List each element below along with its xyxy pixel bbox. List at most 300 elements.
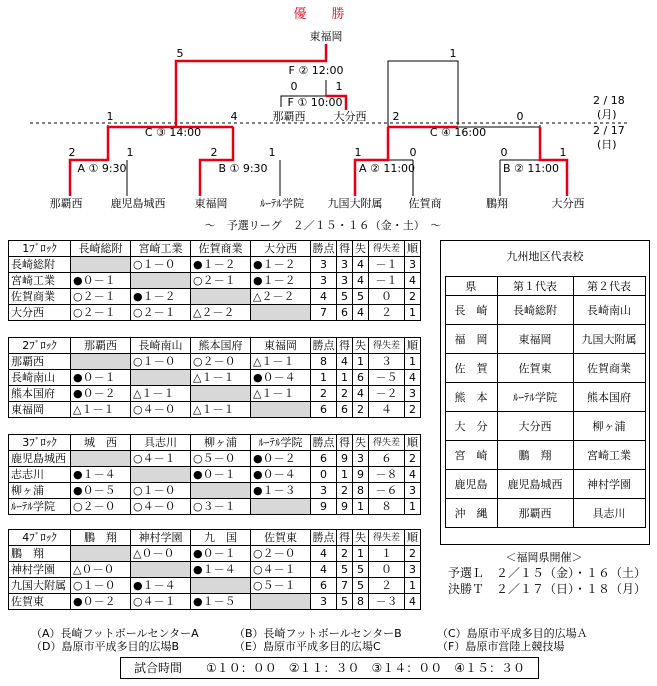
match-result: ○５－０ <box>191 451 251 467</box>
team-7: 鵬翔 <box>486 197 508 210</box>
stat-value: 2 <box>353 402 369 418</box>
rep-school: 九国大附属 <box>573 325 645 354</box>
column-team: 神村学園 <box>131 530 191 546</box>
qA1-score-left: 2 <box>68 146 76 159</box>
stat-value: 4 <box>353 273 369 289</box>
stat-value: １ <box>369 546 405 562</box>
stat-value: 5 <box>337 562 353 578</box>
column-team: 大分西 <box>251 241 311 257</box>
team-5: 九国大附属 <box>327 197 383 210</box>
qB1-label: B ① 9:30 <box>218 162 268 175</box>
stat-header: 順 <box>405 435 421 451</box>
match-result: ○１－０ <box>71 578 131 594</box>
stat-value: 6 <box>337 402 353 418</box>
row-team: 志志川 <box>9 467 71 483</box>
table-row <box>9 402 421 418</box>
column-team: ﾙｰﾃﾙ学院 <box>251 435 311 451</box>
league-block-2 <box>8 337 421 418</box>
stat-value: 4 <box>353 305 369 321</box>
sf2-score-right: 0 <box>516 110 524 123</box>
qA1-label: A ① 9:30 <box>77 162 127 175</box>
stat-value: ３ <box>369 354 405 370</box>
block-label: 1ﾌﾞﾛｯｸ <box>9 241 71 257</box>
rep-prefecture: 佐 賀 <box>445 354 497 383</box>
match-result: ○１－０ <box>131 483 191 499</box>
match-result: △１－１ <box>251 354 311 370</box>
stat-value: 4 <box>405 273 421 289</box>
row-team: ﾙｰﾃﾙ学院 <box>9 499 71 515</box>
stat-value: 2 <box>337 483 353 499</box>
column-team: 具志川 <box>131 435 191 451</box>
table-row <box>9 370 421 386</box>
stat-value: 3 <box>337 257 353 273</box>
stat-value: 2 <box>405 289 421 305</box>
match-result: ●１－４ <box>131 578 191 594</box>
stat-value: 2 <box>405 451 421 467</box>
stat-value: 6 <box>311 451 337 467</box>
table-row <box>9 273 421 289</box>
match-result: ●１－２ <box>251 257 311 273</box>
qB1-score-left: 2 <box>210 146 218 159</box>
stat-value: －１ <box>369 257 405 273</box>
match-result: △１－１ <box>191 402 251 418</box>
stat-value: 3 <box>405 562 421 578</box>
stat-value: 2 <box>337 546 353 562</box>
stat-value: －６ <box>369 483 405 499</box>
self-cell <box>131 562 191 578</box>
qA2-label: A ② 11:00 <box>358 162 416 175</box>
table-row <box>445 412 645 441</box>
league-title: ～ 予選リーグ ２／１５・１６（金・土） ～ <box>204 219 442 232</box>
table-row <box>445 296 645 325</box>
self-cell <box>191 386 251 402</box>
match-result: ●０－２ <box>251 451 311 467</box>
stat-value: 3 <box>337 273 353 289</box>
rep-school: 神村学園 <box>573 470 645 499</box>
table-row <box>9 451 421 467</box>
final-title: 優 勝 <box>293 7 351 22</box>
column-team: 九 国 <box>191 530 251 546</box>
match-result: ●０－４ <box>251 370 311 386</box>
row-team: 佐賀商業 <box>9 289 71 305</box>
rep-school: 宮崎工業 <box>573 441 645 470</box>
self-cell <box>131 467 191 483</box>
rep-prefecture: 沖 縄 <box>445 499 497 528</box>
block-label: 4ﾌﾞﾛｯｸ <box>9 530 71 546</box>
match-result: ○２－０ <box>71 499 131 515</box>
sf1-label: C ③ 14:00 <box>144 126 202 139</box>
self-cell <box>71 451 131 467</box>
table-row <box>9 594 421 610</box>
stat-value: －８ <box>369 467 405 483</box>
column-team: 那覇西 <box>71 338 131 354</box>
match-result: △１－１ <box>131 386 191 402</box>
match-result: ○２－０ <box>251 546 311 562</box>
qB2-score-left: 0 <box>500 146 508 159</box>
host-line-2: 決勝Ｔ ２／１７（日）・１８（月） <box>448 582 647 596</box>
table-row <box>9 289 421 305</box>
stat-value: 4 <box>405 467 421 483</box>
representatives-panel <box>440 240 650 545</box>
stat-value: －１ <box>369 273 405 289</box>
stat-value: 2 <box>337 386 353 402</box>
stat-header: 順 <box>405 338 421 354</box>
match-result: ●１－４ <box>71 467 131 483</box>
row-team: 那覇西 <box>9 354 71 370</box>
stat-value: 1 <box>405 578 421 594</box>
date-17: 2 / 17 <box>593 124 625 137</box>
venue-c: （C）島原市平成多目的広場Ａ <box>437 627 588 640</box>
stat-value: 1 <box>353 354 369 370</box>
match-times: 試合時間 ①１０：００ ②１１：３０ ③１４：００ ④１５：３０ <box>120 657 539 679</box>
rep-prefecture: 大 分 <box>445 412 497 441</box>
match-result: ○１－０ <box>131 354 191 370</box>
stat-value: ２ <box>369 578 405 594</box>
match-result: ●１－２ <box>191 257 251 273</box>
stat-header: 得失差 <box>369 241 405 257</box>
stat-value: －５ <box>369 370 405 386</box>
date-17-weekday: (日) <box>597 138 617 151</box>
match-result: ○２－１ <box>191 273 251 289</box>
stat-value: 2 <box>405 402 421 418</box>
stat-header: 勝点 <box>312 241 335 255</box>
stat-value: 3 <box>311 483 337 499</box>
rep-prefecture: 熊 本 <box>445 383 497 412</box>
row-team: 大分西 <box>9 305 71 321</box>
stat-value: 4 <box>405 594 421 610</box>
stat-value: 1 <box>353 499 369 515</box>
final-score-right: 1 <box>449 47 457 60</box>
match-result: ●１－３ <box>251 483 311 499</box>
rep-header: 第２代表 <box>573 277 645 296</box>
stat-value: 1 <box>405 499 421 515</box>
stat-header: 勝点 <box>312 338 335 352</box>
rep-prefecture: 福 岡 <box>445 325 497 354</box>
self-cell <box>251 499 311 515</box>
stat-value: ４ <box>369 402 405 418</box>
table-row <box>9 546 421 562</box>
match-result: ●０－２ <box>71 386 131 402</box>
block-label: 2ﾌﾞﾛｯｸ <box>9 338 71 354</box>
match-result: ●０－５ <box>71 483 131 499</box>
final-score-left: 5 <box>176 47 184 60</box>
match-result: ○４－１ <box>131 594 191 610</box>
stat-value: 1 <box>405 305 421 321</box>
match-result: ●０－１ <box>71 370 131 386</box>
table-row <box>9 483 421 499</box>
row-team: 佐賀東 <box>9 594 71 610</box>
match-result: ●０－１ <box>191 467 251 483</box>
third-place-left-team: 那覇西 <box>272 110 306 123</box>
block-label: 3ﾌﾞﾛｯｸ <box>9 435 71 451</box>
stat-value: 4 <box>405 370 421 386</box>
match-result: ●０－４ <box>251 467 311 483</box>
stat-header: 得 <box>337 241 353 257</box>
stat-value: 6 <box>311 578 337 594</box>
stat-header: 順 <box>405 530 421 546</box>
table-row <box>445 470 645 499</box>
rep-school: 柳ヶ浦 <box>573 412 645 441</box>
stat-value: 2 <box>311 386 337 402</box>
stat-value: 8 <box>353 594 369 610</box>
match-result: △１－１ <box>191 370 251 386</box>
league-block-4 <box>8 529 421 610</box>
match-result: ○５－１ <box>251 578 311 594</box>
venue-d: （D）島原市平成多目的広場B <box>31 640 180 653</box>
column-team: 熊本国府 <box>191 338 251 354</box>
host-line-1: 予選Ｌ ２／１５（金）・１６（土） <box>448 566 647 580</box>
stat-value: 4 <box>311 289 337 305</box>
match-result: ○４－１ <box>251 562 311 578</box>
match-result: ○４－０ <box>131 402 191 418</box>
representatives-table <box>445 276 646 528</box>
match-result: ○３－１ <box>191 499 251 515</box>
stat-header: 失 <box>353 241 369 257</box>
venue-e: （E）島原市平成多目的広場C <box>234 640 381 653</box>
host-title: ＜福岡県開催＞ <box>505 551 583 564</box>
rep-school: 東福岡 <box>497 325 573 354</box>
stat-value: 1 <box>337 370 353 386</box>
venue-b: （B）長崎フットボールセンターB <box>234 627 402 640</box>
stat-value: 8 <box>311 354 337 370</box>
third-score-left: 0 <box>290 80 298 93</box>
self-cell <box>251 594 311 610</box>
stat-header: 得失差 <box>369 435 405 451</box>
match-result: ●１－２ <box>251 273 311 289</box>
stat-header: 得 <box>337 435 353 451</box>
rep-school: 長崎総附 <box>497 296 573 325</box>
row-team: 宮崎工業 <box>9 273 71 289</box>
table-row <box>9 354 421 370</box>
table-row <box>445 441 645 470</box>
stat-value: 9 <box>311 499 337 515</box>
row-team: 熊本国府 <box>9 386 71 402</box>
stat-value: ６ <box>369 451 405 467</box>
rep-school: 鹿児島城西 <box>497 470 573 499</box>
table-row <box>445 383 645 412</box>
third-score-right: 1 <box>335 80 343 93</box>
table-row <box>9 499 421 515</box>
rep-school: 具志川 <box>573 499 645 528</box>
row-team: 東福岡 <box>9 402 71 418</box>
rep-school: 那覇西 <box>497 499 573 528</box>
final-label: F ② 12:00 <box>288 64 344 77</box>
rep-prefecture: 長 崎 <box>445 296 497 325</box>
stat-value: 6 <box>353 370 369 386</box>
stat-value: 6 <box>337 305 353 321</box>
table-row <box>445 354 645 383</box>
representatives-title: 九州地区代表校 <box>506 250 584 263</box>
table-row <box>9 386 421 402</box>
column-team: 東福岡 <box>251 338 311 354</box>
date-18: 2 / 18 <box>593 94 625 107</box>
venue-a: （A）長崎フットボールセンターA <box>31 627 199 640</box>
stat-header: 勝点 <box>312 530 335 544</box>
rep-header: 県 <box>445 277 497 296</box>
match-result: ○２－１ <box>131 305 191 321</box>
self-cell <box>191 578 251 594</box>
self-cell <box>251 402 311 418</box>
stat-value: 5 <box>353 289 369 305</box>
table-row <box>445 325 645 354</box>
row-team: 鵬 翔 <box>9 546 71 562</box>
stat-value: 5 <box>337 289 353 305</box>
self-cell <box>131 370 191 386</box>
team-6: 佐賀商 <box>408 197 442 210</box>
rep-school: 大分西 <box>497 412 573 441</box>
sf1-score-right: 4 <box>230 110 238 123</box>
row-team: 長崎南山 <box>9 370 71 386</box>
rep-school: 佐賀東 <box>497 354 573 383</box>
rep-school: 長崎南山 <box>573 296 645 325</box>
column-team: 佐賀東 <box>251 530 311 546</box>
stat-value: 7 <box>337 578 353 594</box>
match-result: ●１－４ <box>191 562 251 578</box>
qA2-score-right: 0 <box>409 146 417 159</box>
match-result: ●０－１ <box>71 273 131 289</box>
third-place-right-team: 大分西 <box>333 110 367 123</box>
match-result: ●０－２ <box>71 594 131 610</box>
champion-name: 東福岡 <box>309 30 343 43</box>
rep-header: 第１代表 <box>497 277 573 296</box>
stat-value: 3 <box>311 257 337 273</box>
column-team: 鵬 翔 <box>71 530 131 546</box>
match-result: ○４－０ <box>131 499 191 515</box>
stat-header: 失 <box>353 530 369 546</box>
match-result: ○２－０ <box>191 354 251 370</box>
stat-value: 1 <box>405 354 421 370</box>
stat-value: ２ <box>369 305 405 321</box>
match-result: ●１－５ <box>191 594 251 610</box>
venue-f: （F）島原市営陸上競技場 <box>437 640 565 653</box>
match-result: △２－２ <box>191 305 251 321</box>
stat-value: 0 <box>311 467 337 483</box>
qA1-score-right: 1 <box>126 146 134 159</box>
stat-value: 1 <box>337 467 353 483</box>
stat-value: －２ <box>369 386 405 402</box>
table-row <box>9 257 421 273</box>
match-result: ○２－１ <box>71 305 131 321</box>
match-result: ○１－０ <box>131 257 191 273</box>
match-result: ○２－１ <box>71 289 131 305</box>
stat-header: 勝点 <box>312 435 335 449</box>
stat-value: 4 <box>337 354 353 370</box>
stat-header: 失 <box>353 435 369 451</box>
stat-value: 4 <box>311 546 337 562</box>
stat-value: 1 <box>311 370 337 386</box>
stat-header: 得 <box>337 530 353 546</box>
stat-value: －３ <box>369 594 405 610</box>
self-cell <box>71 257 131 273</box>
row-team: 神村学園 <box>9 562 71 578</box>
column-team: 長崎総附 <box>71 241 131 257</box>
self-cell <box>251 305 311 321</box>
match-result: ●０－１ <box>191 546 251 562</box>
stat-value: 7 <box>311 305 337 321</box>
stat-value: 3 <box>405 483 421 499</box>
table-row <box>9 562 421 578</box>
rep-school: 佐賀商業 <box>573 354 645 383</box>
sf1-score-left: 1 <box>106 110 114 123</box>
third-place-label: F ① 10:00 <box>287 96 343 109</box>
stat-value: 3 <box>311 273 337 289</box>
stat-value: 3 <box>405 257 421 273</box>
league-block-3 <box>8 434 421 515</box>
stat-value: 1 <box>353 546 369 562</box>
team-1: 那覇西 <box>49 197 83 210</box>
column-team: 宮崎工業 <box>131 241 191 257</box>
column-team: 長崎南山 <box>131 338 191 354</box>
stat-value: 4 <box>353 257 369 273</box>
stat-header: 得失差 <box>369 530 405 546</box>
stat-value: 9 <box>337 499 353 515</box>
date-18-weekday: (月) <box>597 108 617 121</box>
row-team: 柳ヶ浦 <box>9 483 71 499</box>
table-row <box>9 467 421 483</box>
team-4: ﾙｰﾃﾙ学院 <box>260 197 304 210</box>
row-team: 九国大附属 <box>9 578 71 594</box>
match-result: ●１－２ <box>131 289 191 305</box>
column-team: 佐賀商業 <box>191 241 251 257</box>
stat-value: 4 <box>311 562 337 578</box>
stat-value: 5 <box>353 578 369 594</box>
team-8: 大分西 <box>551 197 585 210</box>
match-result: △０－０ <box>71 562 131 578</box>
sf2-label: C ④ 16:00 <box>429 126 487 139</box>
stat-value: 4 <box>353 386 369 402</box>
stat-value: ０ <box>369 562 405 578</box>
column-team: 柳ヶ浦 <box>191 435 251 451</box>
stat-value: 5 <box>353 562 369 578</box>
qB2-score-right: 1 <box>559 146 567 159</box>
stat-value: ８ <box>369 499 405 515</box>
league-block-1 <box>8 240 421 321</box>
table-row <box>445 499 645 528</box>
team-3: 東福岡 <box>194 197 228 210</box>
qB2-label: B ② 11:00 <box>502 162 560 175</box>
self-cell <box>71 546 131 562</box>
sf2-score-left: 2 <box>392 110 400 123</box>
stat-value: 5 <box>337 594 353 610</box>
stat-header: 得 <box>337 338 353 354</box>
stat-value: 3 <box>311 594 337 610</box>
self-cell <box>191 483 251 499</box>
stat-value: 3 <box>353 451 369 467</box>
qA2-score-left: 1 <box>354 146 362 159</box>
row-team: 長崎総附 <box>9 257 71 273</box>
rep-prefecture: 宮 崎 <box>445 441 497 470</box>
row-team: 鹿児島城西 <box>9 451 71 467</box>
stat-header: 得失差 <box>369 338 405 354</box>
match-result: △０－０ <box>131 546 191 562</box>
stat-value: 8 <box>353 483 369 499</box>
stat-value: 9 <box>337 451 353 467</box>
match-result: △１－１ <box>251 386 311 402</box>
match-result: ○４－１ <box>131 451 191 467</box>
stat-value: 3 <box>405 386 421 402</box>
rep-prefecture: 鹿児島 <box>445 470 497 499</box>
self-cell <box>71 354 131 370</box>
qB1-score-right: 1 <box>268 146 276 159</box>
stat-value: 2 <box>405 546 421 562</box>
stat-value: 9 <box>353 467 369 483</box>
match-result: △１－１ <box>71 402 131 418</box>
table-row <box>9 578 421 594</box>
rep-school: 鵬 翔 <box>497 441 573 470</box>
stat-value: ０ <box>369 289 405 305</box>
table-row <box>9 305 421 321</box>
self-cell <box>131 273 191 289</box>
